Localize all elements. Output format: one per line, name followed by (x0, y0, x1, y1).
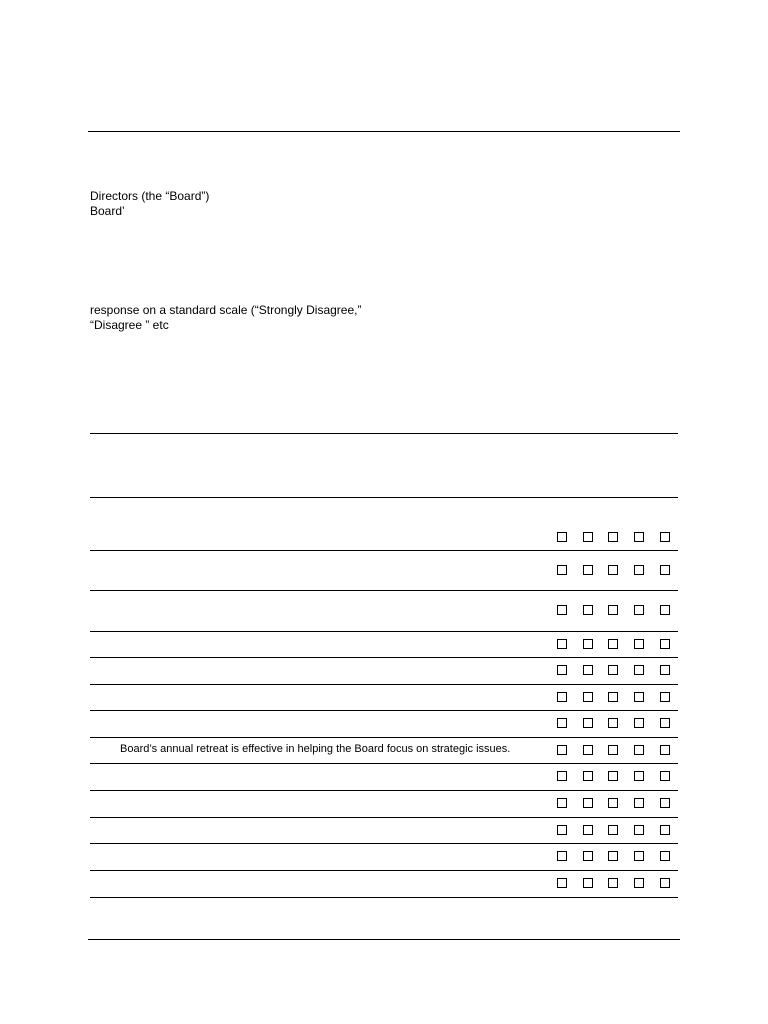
table-row (90, 763, 678, 790)
rating-checkbox-4[interactable] (634, 532, 644, 542)
rating-checkbox-5[interactable] (660, 878, 670, 888)
rating-checkbox-4[interactable] (634, 718, 644, 728)
rating-checkbox-1[interactable] (557, 565, 567, 575)
table-row (90, 631, 678, 657)
statement-text: Board’s annual retreat is effective in helping the Board focus on strategic issues. (120, 743, 511, 755)
rating-checkbox-1[interactable] (557, 798, 567, 808)
rating-checkbox-1[interactable] (557, 665, 567, 675)
rating-checkbox-3[interactable] (608, 532, 618, 542)
rating-checkbox-1[interactable] (557, 605, 567, 615)
rating-checkbox-4[interactable] (634, 605, 644, 615)
rating-checkbox-5[interactable] (660, 639, 670, 649)
rating-checkbox-1[interactable] (557, 771, 567, 781)
rating-checkbox-2[interactable] (583, 745, 593, 755)
table-row (90, 550, 678, 591)
rating-checkbox-4[interactable] (634, 798, 644, 808)
table-bottom-border (90, 897, 678, 898)
rating-checkbox-2[interactable] (583, 825, 593, 835)
rating-checkbox-4[interactable] (634, 692, 644, 702)
rating-checkbox-3[interactable] (608, 878, 618, 888)
rating-checkbox-2[interactable] (583, 665, 593, 675)
rating-checkbox-3[interactable] (608, 825, 618, 835)
intro-paragraph-1 (90, 189, 209, 219)
table-row (90, 817, 678, 843)
rating-checkbox-3[interactable] (608, 718, 618, 728)
rating-checkbox-2[interactable] (583, 771, 593, 781)
rating-checkbox-2[interactable] (583, 718, 593, 728)
bottom-rule (88, 939, 680, 940)
rating-checkbox-5[interactable] (660, 771, 670, 781)
rating-checkbox-2[interactable] (583, 532, 593, 542)
top-rule (88, 131, 680, 132)
rating-checkbox-1[interactable] (557, 745, 567, 755)
intro-paragraph-2 (90, 303, 361, 333)
rating-checkbox-2[interactable] (583, 605, 593, 615)
rating-checkbox-5[interactable] (660, 692, 670, 702)
table-row (90, 843, 678, 870)
rating-checkbox-4[interactable] (634, 565, 644, 575)
rating-checkbox-4[interactable] (634, 851, 644, 861)
table-row (90, 710, 678, 737)
table-row (90, 870, 678, 897)
rating-checkbox-1[interactable] (557, 878, 567, 888)
rating-checkbox-4[interactable] (634, 745, 644, 755)
rating-checkbox-5[interactable] (660, 825, 670, 835)
rating-checkbox-4[interactable] (634, 825, 644, 835)
rating-checkbox-3[interactable] (608, 745, 618, 755)
rating-checkbox-3[interactable] (608, 798, 618, 808)
rating-checkbox-1[interactable] (557, 851, 567, 861)
rating-checkbox-4[interactable] (634, 878, 644, 888)
rating-checkbox-5[interactable] (660, 745, 670, 755)
rating-checkbox-3[interactable] (608, 565, 618, 575)
intro-line: “Disagree ” etc (90, 318, 169, 332)
rating-checkbox-1[interactable] (557, 532, 567, 542)
table-row (90, 657, 678, 684)
rating-checkbox-5[interactable] (660, 565, 670, 575)
rating-checkbox-4[interactable] (634, 639, 644, 649)
rating-checkbox-3[interactable] (608, 639, 618, 649)
rating-checkbox-3[interactable] (608, 605, 618, 615)
table-top-border (90, 433, 678, 434)
rating-checkbox-3[interactable] (608, 851, 618, 861)
table-row (90, 790, 678, 817)
rating-checkbox-1[interactable] (557, 692, 567, 702)
rating-checkbox-5[interactable] (660, 851, 670, 861)
table-row (90, 590, 678, 631)
intro-line: response on a standard scale (“Strongly Disagree,” (90, 303, 362, 317)
rating-checkbox-3[interactable] (608, 771, 618, 781)
rating-checkbox-3[interactable] (608, 692, 618, 702)
rating-checkbox-5[interactable] (660, 798, 670, 808)
rating-checkbox-2[interactable] (583, 798, 593, 808)
rating-checkbox-2[interactable] (583, 878, 593, 888)
rating-checkbox-2[interactable] (583, 851, 593, 861)
table-row (90, 737, 678, 763)
table-row (90, 523, 678, 551)
rating-checkbox-4[interactable] (634, 771, 644, 781)
rating-checkbox-4[interactable] (634, 665, 644, 675)
rating-checkbox-1[interactable] (557, 825, 567, 835)
rating-checkbox-5[interactable] (660, 718, 670, 728)
rating-checkbox-2[interactable] (583, 565, 593, 575)
rating-checkbox-5[interactable] (660, 665, 670, 675)
table-header-border (90, 497, 678, 498)
table-row (90, 684, 678, 710)
rating-checkbox-2[interactable] (583, 639, 593, 649)
rating-checkbox-2[interactable] (583, 692, 593, 702)
rating-checkbox-5[interactable] (660, 605, 670, 615)
rating-checkbox-3[interactable] (608, 665, 618, 675)
intro-line: Board’ (90, 204, 125, 218)
rating-checkbox-1[interactable] (557, 639, 567, 649)
rating-checkbox-1[interactable] (557, 718, 567, 728)
rating-checkbox-5[interactable] (660, 532, 670, 542)
intro-line: Directors (the “Board”) (90, 189, 210, 203)
